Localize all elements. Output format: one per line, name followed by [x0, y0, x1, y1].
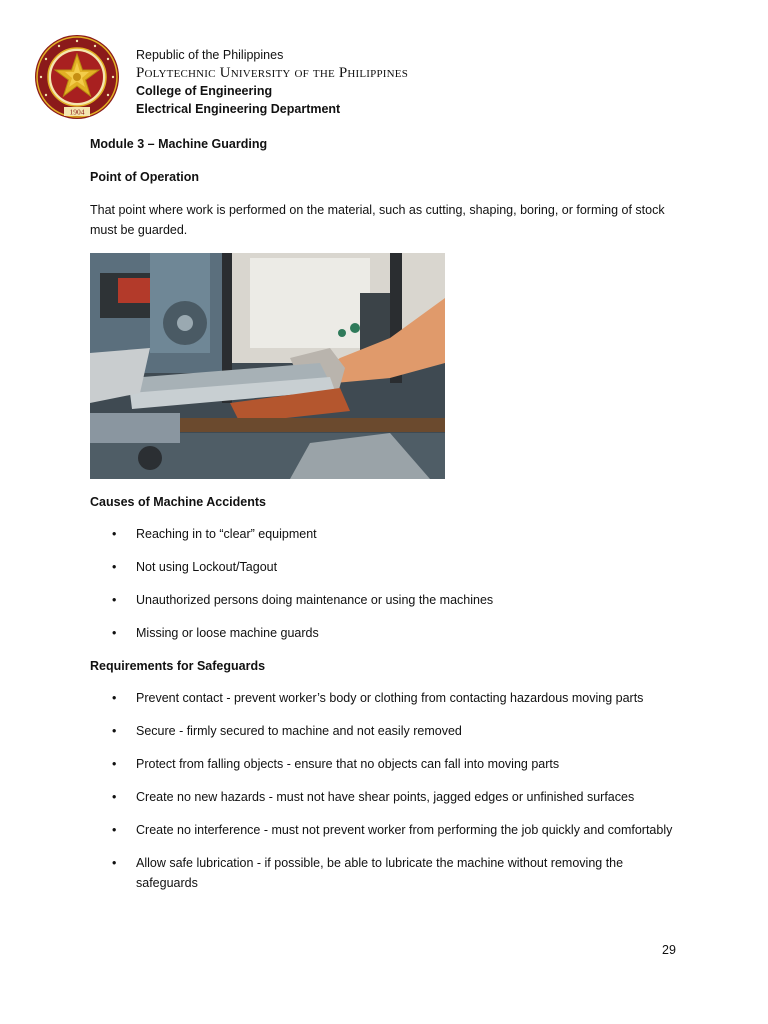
list-item [90, 688, 680, 708]
republic-line: Republic of the Philippines [136, 48, 284, 62]
list-item-text: Reaching in to “clear” equipment [136, 527, 317, 541]
requirements-list [90, 688, 680, 893]
list-item [90, 787, 680, 807]
list-item [90, 623, 680, 643]
seal-year: 1904 [69, 107, 85, 117]
list-item-text: Not using Lockout/Tagout [136, 560, 278, 574]
causes-list [90, 524, 680, 643]
bullet-dot: • [112, 724, 117, 738]
list-item-text: Secure - firmly secured to machine and not easily removed [136, 724, 462, 738]
bullet-dot: • [112, 527, 117, 541]
bullet-dot: • [112, 691, 117, 705]
list-item-text: Create no new hazards - must not have shear points, jagged edges or unfinished surfaces [136, 790, 635, 804]
list-item [90, 754, 680, 774]
section-heading-point-of-operation: Point of Operation [90, 170, 200, 184]
list-item-text: Protect from falling objects - ensure that no objects can fall into moving parts [136, 757, 560, 771]
section-heading-causes: Causes of Machine Accidents [90, 495, 266, 509]
bullet-dot: • [112, 757, 117, 771]
bullet-dot: • [112, 823, 117, 837]
bullet-dot: • [112, 626, 117, 640]
list-item [90, 820, 680, 840]
department-name: Electrical Engineering Department [136, 102, 341, 116]
bullet-dot: • [112, 856, 117, 870]
list-item [90, 524, 680, 544]
module-title: Module 3 – Machine Guarding [90, 137, 268, 151]
main-content [90, 134, 680, 240]
section-paragraph-point-of-operation: That point where work is performed on the material, such as cutting, shaping, boring, or forming of stock must be guarded. [90, 203, 665, 237]
letterhead [136, 46, 408, 118]
bullet-dot: • [112, 560, 117, 574]
list-item [90, 557, 680, 577]
university-seal-logo [34, 34, 120, 120]
photo-illustration [90, 253, 445, 479]
list-item [90, 853, 680, 893]
list-item-text: Unauthorized persons doing maintenance or using the machines [136, 593, 494, 607]
college-name: College of Engineering [136, 84, 273, 98]
machine-operation-photo [90, 253, 445, 479]
section-heading-requirements: Requirements for Safeguards [90, 659, 266, 673]
bullet-dot: • [112, 790, 117, 804]
list-item-text: Create no interference - must not prevent worker from performing the job quickly and comfortably [136, 823, 673, 837]
list-item [90, 590, 680, 610]
list-item [90, 721, 680, 741]
list-item-text: Missing or loose machine guards [136, 626, 319, 640]
bullet-dot: • [112, 593, 117, 607]
lower-content [90, 492, 680, 893]
university-name: Polytechnic University of the Philippines [136, 65, 409, 81]
page-number: 29 [662, 943, 676, 957]
seal-graphic [34, 34, 120, 120]
list-item-text: Prevent contact - prevent worker’s body or clothing from contacting hazardous moving parts [136, 691, 644, 705]
list-item-text: Allow safe lubrication - if possible, be able to lubricate the machine without removing the safeguards [136, 856, 624, 890]
